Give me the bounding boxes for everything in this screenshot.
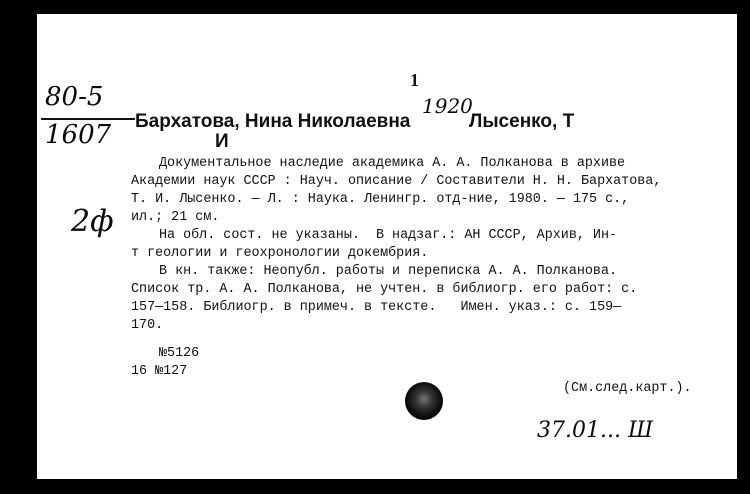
body-line: Документальное наследие академика А. А. Полканова в архиве: [159, 156, 626, 171]
body-line: Т. И. Лысенко. — Л. : Наука. Ленингр. отд-ние, 1980. — 175 с.,: [131, 192, 630, 207]
body-line: На обл. сост. не указаны. В надзаг.: АН СССР, Архив, Ин-: [159, 228, 618, 243]
heading-author: Бархатова, Нина Николаевна: [135, 111, 411, 132]
card-number: 1: [410, 70, 419, 90]
punch-hole: [405, 382, 443, 420]
heading-initial: И: [215, 131, 229, 152]
hand-code-top: 80-5: [45, 82, 104, 112]
hand-bottom-scribble: 37.01... Ш: [537, 418, 654, 443]
continuation-note: (См.след.карт.).: [563, 381, 692, 396]
shelf-number: 16 №127: [131, 364, 188, 379]
body-line: ил.; 21 см.: [131, 210, 220, 225]
body-line: 157—158. Библиогр. в примеч. в тексте. Имен. указ.: с. 159—: [131, 300, 622, 315]
hand-year: 1920: [422, 94, 473, 118]
hand-code-bottom: 1607: [45, 120, 112, 150]
body-line: Академии наук СССР : Науч. описание / Составители Н. Н. Бархатова,: [131, 174, 662, 189]
body-line: Список тр. А. А. Полканова, не учтен. в библиогр. его работ: с.: [131, 282, 638, 297]
accession-number: №5126: [159, 346, 200, 361]
body-line: т геологии и геохронологии докембрия.: [131, 246, 429, 261]
catalog-card: [37, 14, 737, 479]
body-line: 170.: [131, 318, 164, 333]
scan-edge: [0, 0, 37, 494]
body-line: В кн. также: Неопубл. работы и переписка А. А. Полканова.: [159, 264, 618, 279]
heading-coauthor: Лысенко, Т: [469, 111, 575, 132]
hand-mark-left: 2ф: [71, 204, 114, 239]
